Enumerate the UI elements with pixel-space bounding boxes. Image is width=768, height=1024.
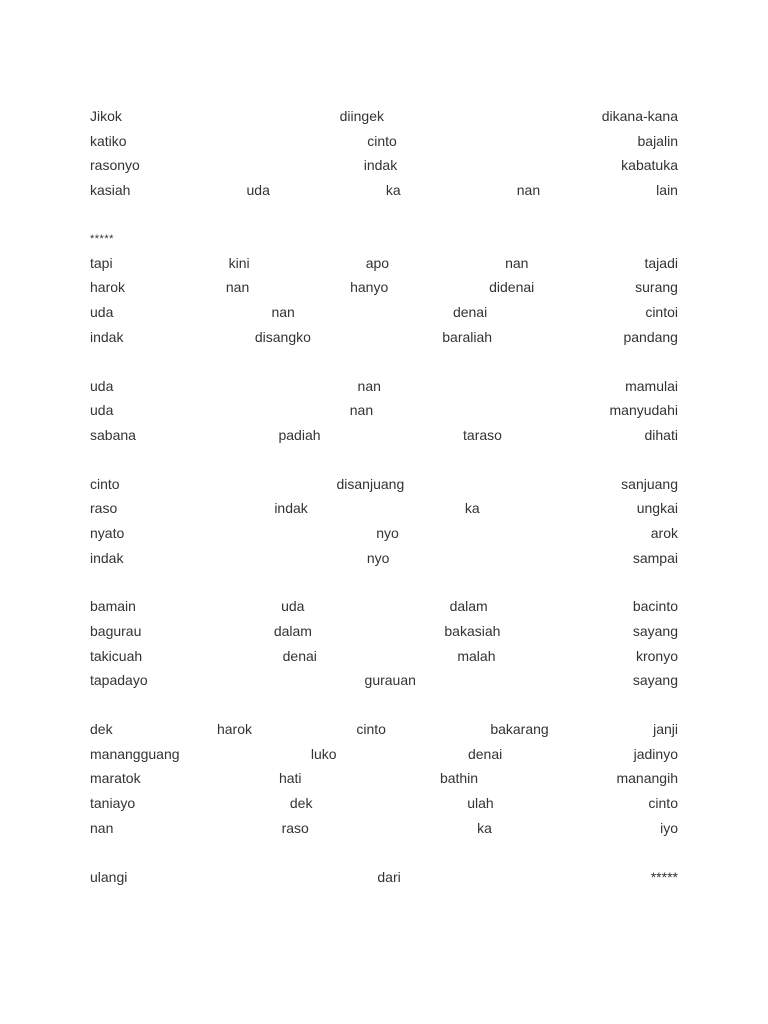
word: ulangi [90,868,128,885]
word: cinto [367,132,397,149]
word: bathin [439,770,479,787]
word: dihati [644,426,678,443]
word: ungkai [636,500,678,517]
word: manangguang [90,745,180,762]
word: tajadi [644,254,678,271]
word: ulah [467,795,494,812]
stanza [90,107,678,206]
word: cinto [648,795,678,812]
word: luko [310,745,337,762]
word: dek [90,721,113,738]
word: cinto [90,475,120,492]
word: nan [349,402,374,419]
poem-line [90,647,678,672]
word: jadinyo [633,745,678,762]
word: denai [467,745,503,762]
word: arok [650,524,678,541]
word: takicuah [90,647,143,664]
word: raso [281,819,309,836]
word: ka [477,819,492,836]
word: indak [274,500,308,517]
word: manangih [616,770,678,787]
word: kasiah [90,182,131,199]
word: ***** [650,868,678,885]
word: denai [282,647,317,664]
poem-line [90,549,678,574]
word: nyo [366,549,390,566]
word: dikana-kana [601,108,678,124]
word: indak [363,157,398,174]
word: kini [228,254,250,271]
word: raso [90,500,118,517]
poem-line [90,426,678,451]
poem-line [90,622,678,647]
poem-line [90,597,678,622]
poem-line [90,132,678,157]
poem-line [90,769,678,794]
word: sabana [90,426,136,443]
word: padiah [278,426,321,443]
word: mamulai [625,377,678,394]
word: nan [357,377,381,394]
word: harok [216,721,252,738]
word: baraliah [442,328,493,345]
stanza-gap [90,451,678,475]
word: lain [656,182,678,199]
word: gurauan [364,672,416,689]
word: cintoi [645,304,678,321]
word: surang [635,279,678,296]
stanza [90,720,678,843]
word: uda [90,402,114,419]
word: uda [246,182,270,199]
word: maratok [90,770,141,787]
word: dalam [273,623,312,639]
word: sanjuang [621,475,678,492]
word: denai [452,304,488,321]
poem-line [90,819,678,844]
word: bakasiah [444,623,501,639]
word: iyo [660,819,678,836]
word: bajalin [637,132,678,149]
poem-line [90,401,678,426]
poem-line [90,868,678,893]
word: bakarang [490,721,549,738]
stanza [90,377,678,451]
stanza-gap [90,353,678,377]
word: janji [653,721,678,738]
stanza [90,475,678,574]
word: pandang [623,328,678,345]
word: ka [385,182,401,199]
poem-line [90,794,678,819]
poem-line [90,720,678,745]
word: nyo [376,524,399,541]
word: bagurau [90,623,142,639]
poem-line [90,278,678,303]
word: kronyo [635,647,678,664]
word: bacinto [632,598,678,615]
word: katiko [90,132,127,149]
word: nan [225,279,250,296]
word: sayang [632,623,678,639]
poem-body [90,107,678,892]
stanza-gap [90,206,678,230]
word: dek [289,795,313,812]
stanza [90,868,678,893]
word: sayang [632,672,678,689]
word: tapi [90,254,113,271]
poem-line [90,745,678,770]
word: disangko [254,328,311,345]
word: disanjuang [336,475,405,492]
poem-line [90,499,678,524]
word: didenai [489,279,535,296]
poem-line [90,303,678,328]
word: diingek [339,108,384,124]
word: Jikok [90,108,122,124]
word: indak [90,328,124,345]
word: hati [278,770,302,787]
word: malah [457,647,496,664]
word: uda [281,598,305,615]
poem-line [90,377,678,402]
word: apo [365,254,390,271]
stanza-gap [90,573,678,597]
word: nan [516,182,541,199]
word: nan [505,254,529,271]
word: nyato [90,524,125,541]
word: kabatuka [621,157,678,174]
poem-line [90,156,678,181]
word: rasonyo [90,157,140,174]
poem-line [90,181,678,206]
stanza-gap [90,696,678,720]
word: dari [377,868,401,885]
poem-line [90,107,678,132]
poem-line [90,671,678,696]
word: hanyo [350,279,389,296]
stanza-separator: ***** [90,232,114,245]
word: manyudahi [609,402,678,419]
word: cinto [356,721,386,738]
stanza [90,254,678,353]
word: tapadayo [90,672,148,689]
word: nan [90,819,114,836]
word: nan [271,304,295,321]
word: taniayo [90,795,136,812]
word: uda [90,304,114,321]
poem-line [90,475,678,500]
word: harok [90,279,126,296]
word: taraso [463,426,502,443]
word: sampai [632,549,678,566]
stanza [90,597,678,696]
poem-line [90,328,678,353]
word: bamain [90,598,136,615]
word: indak [90,549,124,566]
word: dalam [449,598,488,615]
stanza-gap [90,844,678,868]
poem-line [90,524,678,549]
poem-line [90,254,678,279]
word: ka [464,500,480,517]
word: uda [90,377,114,394]
